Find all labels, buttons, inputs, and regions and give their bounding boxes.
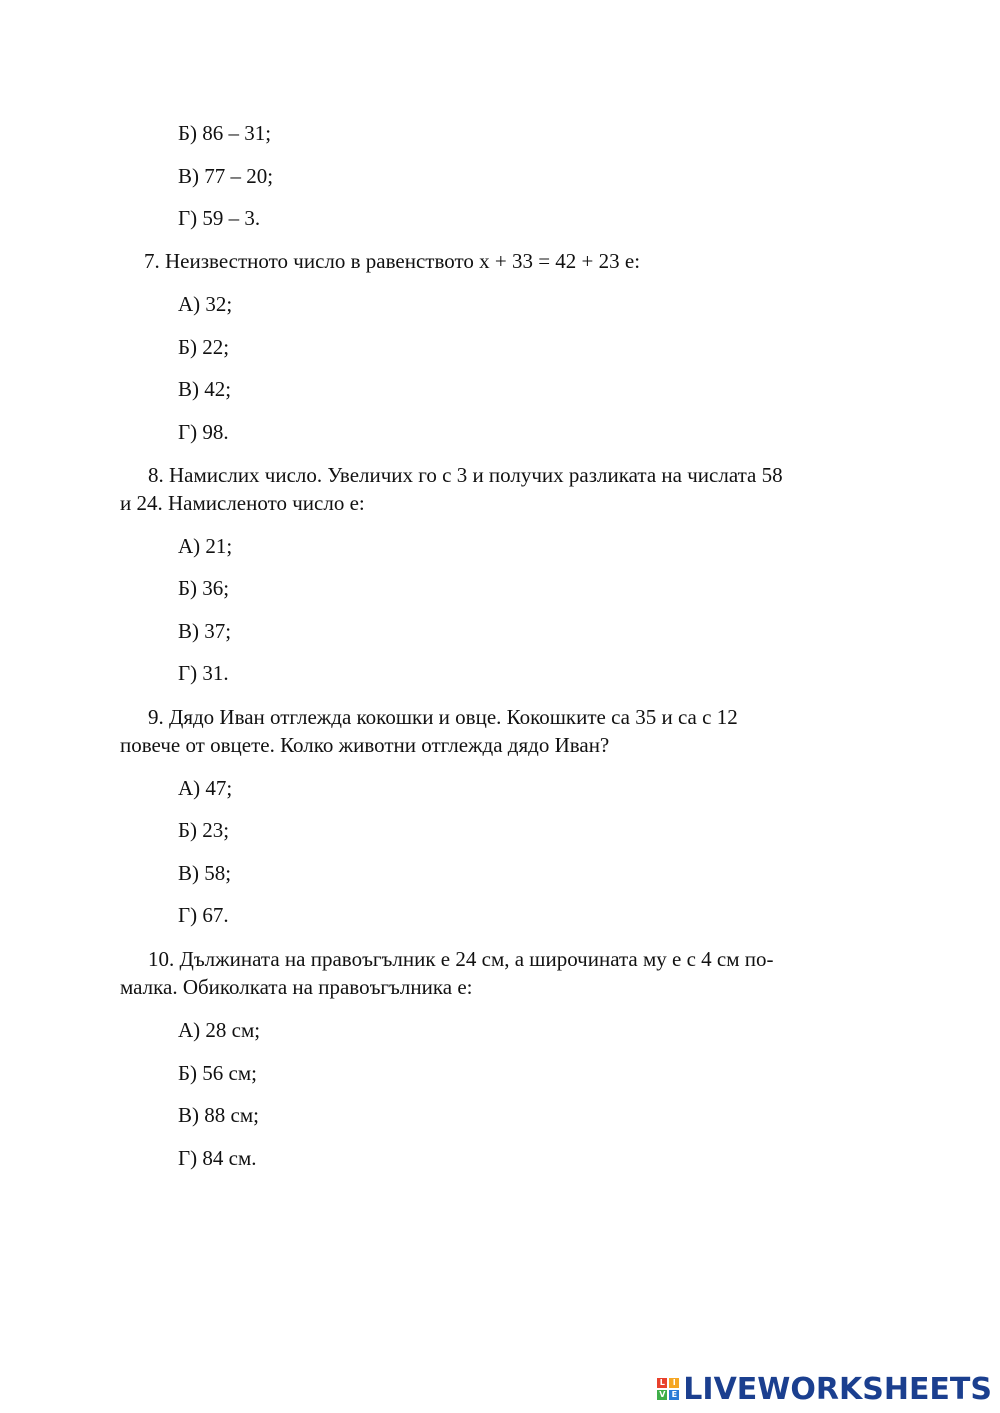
logo-cell-v: V — [659, 1390, 666, 1399]
q6-option-b: Б) 86 – 31; — [178, 121, 272, 145]
q7-option-g: Г) 98. — [178, 420, 229, 444]
q7-text: 7. Неизвестното число в равенството x + 33 = 42 + 23 е: — [144, 249, 641, 273]
logo-cell-i: I — [669, 1378, 679, 1388]
liveworksheets-watermark[interactable] — [657, 1371, 992, 1407]
q10-option-g: Г) 84 см. — [178, 1146, 257, 1170]
liveworksheets-logo-icon — [657, 1378, 679, 1400]
q10-option-a: А) 28 см; — [178, 1018, 261, 1042]
q8-option-v: В) 37; — [178, 619, 232, 643]
logo-cell-e: E — [669, 1390, 679, 1400]
q9-option-b: Б) 23; — [178, 818, 230, 842]
q9-text-line1: 9. Дядо Иван отглежда кокошки и овце. Кокошките са 35 и са с 12 — [148, 705, 738, 729]
q10-text-line2: малка. Обиколката на правоъгълника е: — [120, 975, 473, 999]
q8-text-line2: и 24. Намисленото число е: — [120, 491, 365, 515]
q8-option-b: Б) 36; — [178, 576, 230, 600]
q9-text-line2: повече от овцете. Колко животни отглежда дядо Иван? — [120, 733, 610, 757]
q9-option-g: Г) 67. — [178, 903, 229, 927]
q7-option-a: А) 32; — [178, 292, 233, 316]
q6-option-v: В) 77 – 20; — [178, 164, 274, 188]
q9-option-a: А) 47; — [178, 776, 233, 800]
q7-option-b: Б) 22; — [178, 335, 230, 359]
q9-option-v: В) 58; — [178, 861, 232, 885]
q6-option-g: Г) 59 – 3. — [178, 206, 261, 230]
logo-cell-l: L — [657, 1378, 667, 1388]
q10-option-v: В) 88 см; — [178, 1103, 259, 1127]
watermark-text: LIVEWORKSHEETS — [683, 1371, 992, 1407]
q8-option-g: Г) 31. — [178, 661, 229, 685]
q10-option-b: Б) 56 см; — [178, 1061, 257, 1085]
q8-option-a: А) 21; — [178, 534, 233, 558]
q8-text-line1: 8. Намислих число. Увеличих го с 3 и получих разликата на числата 58 — [148, 463, 783, 487]
q10-text-line1: 10. Дължината на правоъгълник е 24 см, а широчината му е с 4 см по- — [148, 947, 774, 971]
q7-option-v: В) 42; — [178, 377, 232, 401]
